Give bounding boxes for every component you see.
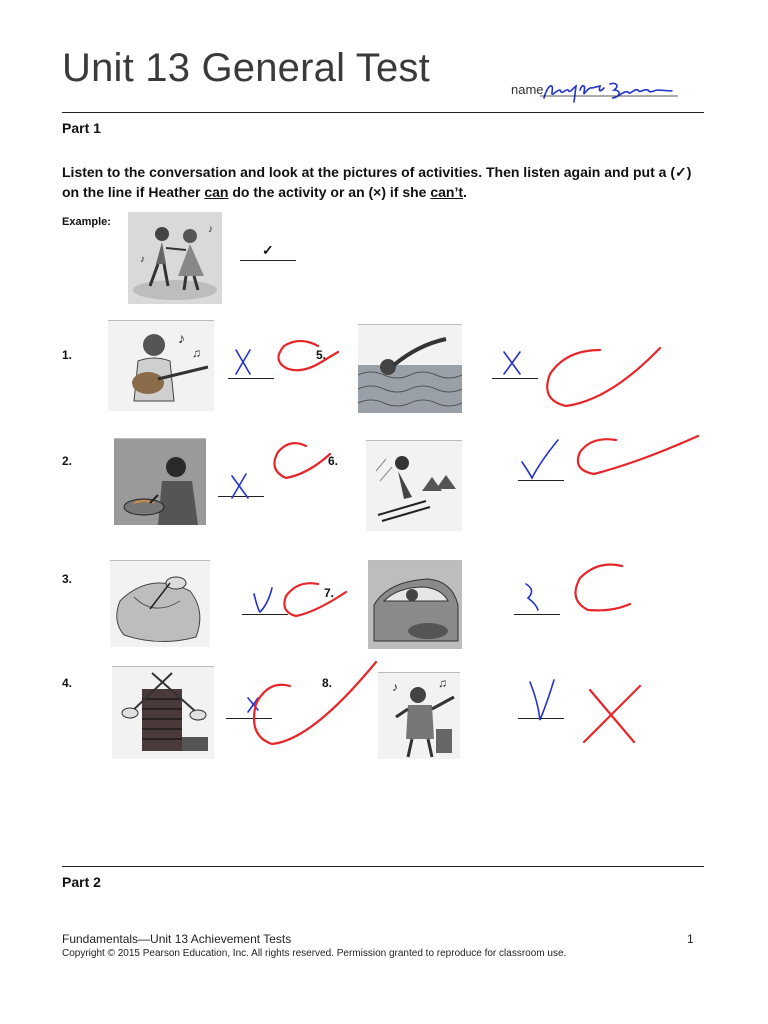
header-divider [62, 112, 704, 113]
svg-text:♪: ♪ [140, 254, 145, 265]
grader-check-6 [578, 436, 698, 474]
example-label: Example: [62, 216, 111, 228]
student-mark-5 [504, 352, 520, 374]
svg-text:♪: ♪ [392, 680, 398, 694]
sewing-picture [110, 560, 210, 647]
grader-check-5 [547, 348, 660, 406]
name-label: name [511, 82, 544, 97]
answer-line-7 [514, 614, 560, 615]
item-number-8: 8. [322, 676, 333, 690]
item-number-3: 3. [62, 572, 73, 586]
student-mark-1 [236, 350, 250, 374]
svg-text:♪: ♪ [178, 330, 185, 346]
svg-text:♪: ♪ [208, 224, 213, 235]
grader-check-2 [274, 443, 330, 478]
answer-line-1 [228, 378, 274, 379]
item-number-5: 5. [316, 348, 327, 362]
part2-heading: Part 2 [62, 874, 101, 890]
grader-check-3 [284, 583, 346, 616]
student-mark-2 [232, 474, 248, 498]
answer-line-3 [242, 614, 288, 615]
grader-x-8 [584, 686, 640, 742]
grader-check-4 [254, 662, 376, 744]
item-number-4: 4. [62, 676, 73, 690]
item-number-7: 7. [324, 586, 335, 600]
part1-instructions: Listen to the conversation and look at the pictures of activities. Then listen again and put a (✓) on the line if Heather can do the activity or an (×) if she can’t. [62, 164, 692, 200]
grader-check-1 [278, 341, 338, 370]
student-mark-7 [526, 584, 538, 610]
student-mark-3 [254, 588, 272, 612]
swimming-picture [358, 324, 462, 413]
example-answer-line [240, 260, 296, 261]
answer-line-8 [518, 718, 564, 719]
answer-line-5 [492, 378, 538, 379]
singing-picture [378, 672, 460, 759]
student-mark-8 [530, 680, 554, 720]
check-symbol: ✓ [675, 164, 687, 180]
cooking-picture [114, 438, 206, 525]
answer-line-4 [226, 718, 272, 719]
page-number: 1 [687, 932, 694, 946]
item-number-1: 1. [62, 348, 73, 362]
answer-line-6 [518, 480, 564, 481]
item-number-6: 6. [328, 454, 339, 468]
part1-heading: Part 1 [62, 120, 101, 136]
answer-line-2 [218, 496, 264, 497]
page-title: Unit 13 General Test [62, 46, 430, 90]
driving-picture [368, 560, 462, 649]
part2-divider [62, 866, 704, 867]
student-signature [540, 76, 680, 106]
example-answer-check: ✓ [262, 242, 274, 258]
skiing-picture [366, 440, 462, 531]
grader-check-7 [576, 565, 631, 611]
footer-book-title: Fundamentals—Unit 13 Achievement Tests [62, 932, 292, 946]
example-dance-picture [128, 212, 222, 304]
student-mark-4 [248, 698, 258, 712]
svg-text:♫: ♫ [192, 346, 201, 360]
student-mark-6 [522, 440, 558, 478]
svg-text:♫: ♫ [438, 676, 447, 690]
guitar-picture [108, 320, 214, 411]
knitting-picture [112, 666, 214, 759]
item-number-2: 2. [62, 454, 73, 468]
footer-copyright: Copyright © 2015 Pearson Education, Inc. All rights reserved. Permission granted to reproduce for classroom use. [62, 948, 567, 959]
